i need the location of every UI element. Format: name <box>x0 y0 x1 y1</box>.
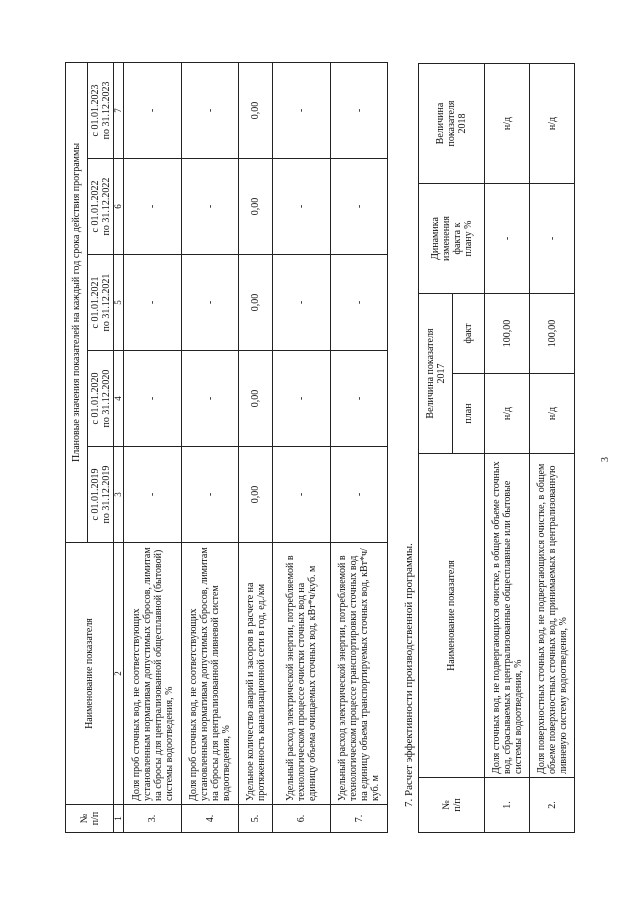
col-num-header: № п/п <box>66 805 114 833</box>
row-value: - <box>182 447 239 543</box>
index-cell: 5 <box>114 255 124 351</box>
efficiency-table <box>418 63 575 833</box>
row-value: - <box>273 255 331 351</box>
row-value: - <box>331 62 388 158</box>
table-row <box>530 64 575 833</box>
row-value: 0,00 <box>239 255 273 351</box>
row-dynamics: - <box>485 184 530 294</box>
row-value: 0,00 <box>239 351 273 447</box>
row-value: - <box>331 255 388 351</box>
planned-values-header: Плановые значения показателей на каждый год срока действия программы <box>66 62 88 542</box>
col-name-header: Наименование показателя <box>419 454 485 778</box>
year-header-2020: с 01.01.2020 по 31.12.2020 <box>88 351 114 447</box>
col-2017-header: Величина показателя 2017 <box>419 294 453 454</box>
section-title: 7. Расчет эффективности производственной программы. <box>403 543 415 807</box>
row-value: - <box>273 351 331 447</box>
row-value: 0,00 <box>239 62 273 158</box>
index-cell: 6 <box>114 159 124 255</box>
row-value: - <box>124 159 182 255</box>
index-cell: 2 <box>114 543 124 805</box>
row-name: Доля поверхностных сточных вод, не подвергающихся очистке, в общем объеме поверхностных сточных вод, принимаемых в централизованную ливневую систему водоотведения, % <box>530 454 575 778</box>
row-value: - <box>182 62 239 158</box>
row-num: 1. <box>485 778 530 833</box>
col-name-header: Наименование показателя <box>66 543 114 805</box>
year-header-2023: с 01.01.2023 по 31.12.2023 <box>88 62 114 158</box>
row-value: - <box>182 351 239 447</box>
col-num-header: № п/п <box>419 778 485 833</box>
row-2018: н/д <box>530 64 575 184</box>
row-value: - <box>124 62 182 158</box>
row-num: 7. <box>331 805 388 833</box>
row-2018: н/д <box>485 64 530 184</box>
year-header-2019: с 01.01.2019 по 31.12.2019 <box>88 447 114 543</box>
row-value: - <box>273 447 331 543</box>
table-row <box>331 62 388 832</box>
row-value: - <box>124 447 182 543</box>
year-header-2021: с 01.01.2021 по 31.12.2021 <box>88 255 114 351</box>
table-row <box>273 62 331 832</box>
index-cell: 3 <box>114 447 124 543</box>
row-value: 0,00 <box>239 447 273 543</box>
page-number: 3 <box>600 457 611 462</box>
row-name: Доля проб сточных вод, не соответствующих установленным нормативам допустимых сбросов, лимитам на сбросы для централизованной общесплавной (бытовой) системы водоотведения, % <box>124 543 182 805</box>
row-value: - <box>182 255 239 351</box>
row-name: Доля проб сточных вод, не соответствующих установленным нормативам допустимых сбросов, лимитам на сбросы для централизованной ливневой систем водоотведения, % <box>182 543 239 805</box>
row-fact: 100,00 <box>485 294 530 374</box>
planned-indicators-table <box>65 62 388 833</box>
row-value: - <box>331 447 388 543</box>
row-dynamics: - <box>530 184 575 294</box>
row-num: 5. <box>239 805 273 833</box>
table-row <box>182 62 239 832</box>
row-value: - <box>273 159 331 255</box>
row-name: Удельное количество аварий и засоров в расчете на протяженность канализационной сети в год, ед./км <box>239 543 273 805</box>
row-num: 3. <box>124 805 182 833</box>
row-num: 4. <box>182 805 239 833</box>
row-value: - <box>124 255 182 351</box>
col-dynamics-header: Динамика изменения факта к плану % <box>419 184 485 294</box>
index-cell: 1 <box>114 805 124 833</box>
row-name: Удельный расход электрической энергии, потребляемой в технологическом процессе транспортировки сточных вод на единицу объема транспортируемых сточных вод, кВт*ч/куб. м <box>331 543 388 805</box>
index-cell: 7 <box>114 62 124 158</box>
row-num: 6. <box>273 805 331 833</box>
year-header-2022: с 01.01.2022 по 31.12.2022 <box>88 159 114 255</box>
row-value: - <box>124 351 182 447</box>
col-fact-header: факт <box>453 294 485 374</box>
row-value: - <box>273 62 331 158</box>
row-plan: н/д <box>485 374 530 454</box>
col-2018-header: Величина показателя 2018 <box>419 64 485 184</box>
row-name: Доля сточных вод, не подвергающихся очистке, в общем объеме сточных вод, сбрасываемых в централизованные общесплавные или бытовые системы водоотведения, % <box>485 454 530 778</box>
row-num: 2. <box>530 778 575 833</box>
table-row <box>239 62 273 832</box>
index-cell: 4 <box>114 351 124 447</box>
row-value: - <box>182 159 239 255</box>
row-name: Удельный расход электрической энергии, потребляемой в технологическом процессе очистки сточных вод на единицу объема очищаемых сточных вод, кВт*ч/куб. м <box>273 543 331 805</box>
row-value: - <box>331 351 388 447</box>
col-plan-header: план <box>453 374 485 454</box>
table-row <box>124 62 182 832</box>
row-fact: 100,00 <box>530 294 575 374</box>
row-plan: н/д <box>530 374 575 454</box>
row-value: - <box>331 159 388 255</box>
table-row <box>485 64 530 833</box>
row-value: 0,00 <box>239 159 273 255</box>
